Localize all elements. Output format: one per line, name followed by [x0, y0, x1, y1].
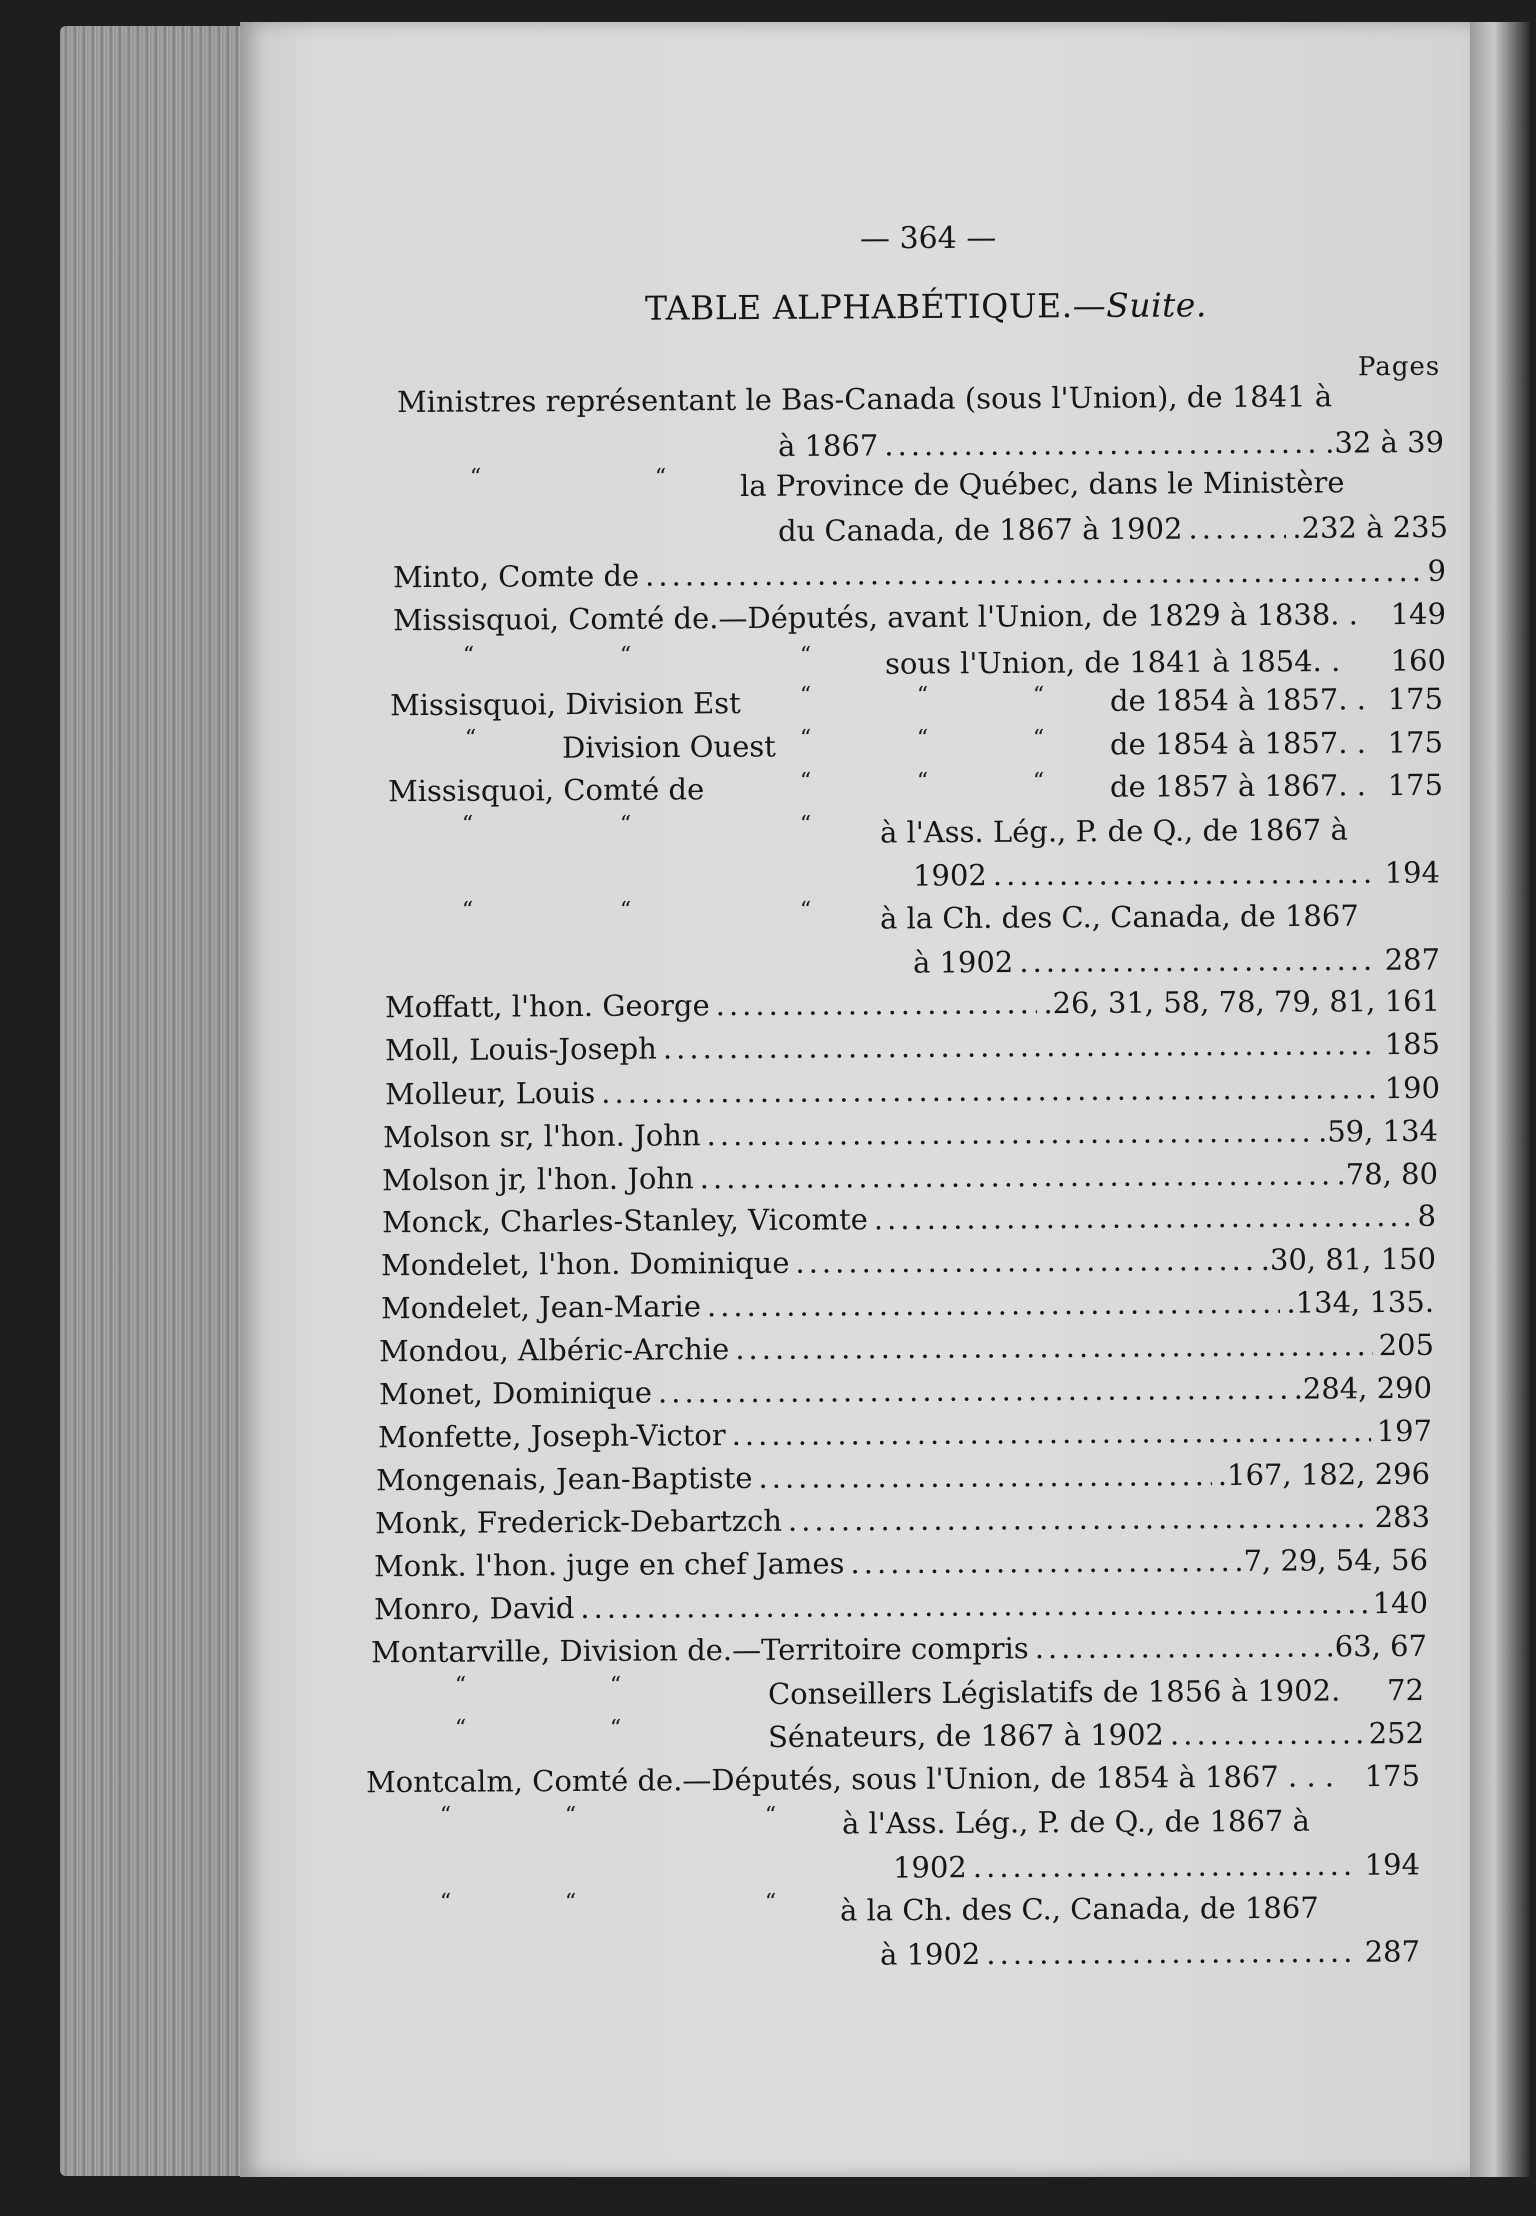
index-entry: [385, 1025, 1440, 1069]
page-reference: 252: [1368, 1715, 1425, 1751]
entry-text: Mondelet, l'hon. Dominique: [380, 1245, 790, 1283]
index-entry: [840, 1888, 1350, 1929]
page-reference: 283: [1374, 1499, 1431, 1535]
ditto-mark: “: [764, 1889, 777, 1916]
ditto-mark: “: [916, 682, 929, 709]
index-entry: [842, 1801, 1352, 1842]
index-entry: [366, 1757, 1420, 1801]
ditto-mark: “: [916, 725, 929, 752]
entry-text: Molleur, Louis: [384, 1075, 596, 1112]
entry-text: à la Ch. des C., Canada, de 1867: [879, 898, 1359, 936]
page-reference: 175: [1387, 725, 1444, 760]
page-edges: [60, 26, 260, 2176]
index-entry: [385, 1069, 1440, 1113]
page-reference: 185: [1384, 1026, 1441, 1062]
page-number: — 364 —: [859, 220, 997, 257]
dot-leader: [986, 1933, 1359, 1973]
dot-leader: [663, 1025, 1379, 1067]
entry-text: Monet, Dominique: [378, 1375, 653, 1412]
entry-text: Monk. l'hon. juge en chef James: [373, 1546, 845, 1584]
dot-leader: [993, 854, 1379, 894]
page-reference: 175: [1364, 1758, 1421, 1794]
dot-leader: [700, 1155, 1331, 1197]
index-entry: [371, 1627, 1427, 1671]
index-entry: [562, 723, 1443, 766]
dot-leader: [884, 424, 1319, 465]
dot-leader: [716, 984, 1038, 1024]
dot-leader: [795, 1241, 1255, 1282]
index-entry: [893, 1845, 1420, 1886]
page-reference: 9: [1427, 553, 1447, 588]
index-entry: [390, 680, 1443, 724]
index-entry: [913, 940, 1440, 981]
page-reference: 175: [1387, 767, 1444, 803]
entry-text: à 1902: [879, 1937, 981, 1972]
dot-leader: [580, 1584, 1366, 1627]
index-entry: [382, 1155, 1438, 1199]
index-entry: [378, 1412, 1432, 1456]
index-entry: [374, 1541, 1428, 1585]
entry-text: Molson jr, l'hon. John: [381, 1161, 694, 1198]
dot-leader: [658, 1370, 1288, 1412]
index-entry: [393, 595, 1446, 639]
index-entry: [768, 1714, 1424, 1756]
page-reference: 160: [1390, 643, 1447, 678]
index-entry: [382, 1197, 1436, 1241]
page-reference: .7, 29, 54, 56: [1234, 1542, 1429, 1578]
dot-leader: [758, 1456, 1212, 1497]
ditto-mark: “: [916, 768, 929, 795]
dot-leader: [735, 1326, 1373, 1368]
next-page-edge: [1470, 22, 1530, 2177]
page-reference: .32 à 39: [1325, 424, 1445, 460]
page-reference: .284, 290: [1293, 1370, 1433, 1406]
page-reference: 287: [1384, 942, 1441, 977]
entry-text: Missisquoi, Comté de.—Députés, avant l'Union, de 1829 à 1838. .: [392, 597, 1358, 638]
entry-text: à 1867: [777, 428, 879, 464]
entry-text: Molson sr, l'hon. John: [382, 1118, 701, 1155]
ditto-mark: “: [469, 464, 482, 491]
ditto-mark: “: [619, 811, 632, 838]
index-entry: [768, 1671, 1424, 1713]
entry-text: Mongenais, Jean-Baptiste: [375, 1460, 753, 1498]
page-reference: .59, 134: [1317, 1113, 1439, 1149]
dot-leader: [850, 1542, 1228, 1582]
dot-leader: [973, 1846, 1359, 1886]
ditto-mark: “: [764, 1802, 777, 1829]
ditto-mark: “: [609, 1672, 622, 1699]
index-entry: [388, 766, 1443, 810]
entry-text: Minto, Comte de: [392, 558, 640, 595]
ditto-mark: “: [454, 1715, 467, 1742]
index-entry: [376, 1455, 1430, 1499]
dot-leader: [788, 1498, 1369, 1540]
entry-text: 1902: [892, 1850, 967, 1885]
index-entry: [374, 1584, 1428, 1628]
index-entry: [740, 463, 1382, 505]
dot-leader: [874, 1197, 1412, 1238]
index-entry: [381, 1240, 1436, 1284]
index-entry: [778, 508, 1448, 550]
entry-text: Moll, Louis-Joseph: [384, 1031, 657, 1068]
ditto-mark: “: [454, 1672, 467, 1699]
entry-text: à l'Ass. Lég., P. de Q., de 1867 à: [841, 1803, 1310, 1841]
ditto-mark: “: [619, 642, 632, 669]
entry-text: Mondelet, Jean-Marie: [380, 1289, 702, 1326]
page-reference: .167, 182, 296: [1217, 1456, 1431, 1493]
ditto-mark: “: [564, 1802, 577, 1829]
index-entry: [375, 1498, 1430, 1542]
entry-text: à 1902: [912, 944, 1014, 980]
heading-suffix: —Suite.: [1072, 285, 1207, 326]
page-reference: 140: [1372, 1585, 1429, 1621]
entry-text: Moffatt, l'hon. George: [384, 988, 710, 1025]
page-reference: 205: [1378, 1327, 1435, 1363]
entry-text: Montcalm, Comté de.—Députés, sous l'Union, de 1854 à 1867 . . .: [365, 1759, 1335, 1800]
page-reference: .232 à 235: [1292, 509, 1449, 545]
dot-leader: [645, 552, 1422, 595]
dot-leader: [732, 1412, 1371, 1454]
ditto-mark: “: [464, 725, 477, 752]
entry-text: Missisquoi, Division Est: [389, 686, 741, 723]
page-heading: [645, 286, 1207, 327]
ditto-mark: “: [439, 1889, 452, 1916]
dot-leader: [706, 1113, 1312, 1155]
dot-leader: [1188, 509, 1286, 548]
page-reference: 197: [1376, 1413, 1433, 1449]
index-entry: [381, 1283, 1434, 1327]
ditto-mark: “: [799, 811, 812, 838]
entry-period: de 1857 à 1867. .: [1109, 768, 1367, 804]
page-reference: 72: [1386, 1672, 1425, 1708]
entry-text: Conseillers Législatifs de 1856 à 1902.: [767, 1673, 1341, 1712]
page-reference: .134, 135.: [1286, 1284, 1435, 1320]
page-reference: .63, 67: [1325, 1628, 1428, 1664]
ditto-mark: “: [1032, 682, 1045, 709]
dot-leader: [707, 1284, 1281, 1326]
pages-column-label: Pages: [1357, 351, 1441, 383]
index-entry: [778, 423, 1444, 465]
page-reference: 8: [1417, 1198, 1437, 1233]
index-entry: [385, 982, 1440, 1026]
page-reference: .30, 81, 150: [1260, 1241, 1437, 1277]
entry-text: Monk, Frederick-Debartzch: [374, 1503, 783, 1541]
ditto-mark: “: [619, 897, 632, 924]
entry-text: Mondou, Albéric-Archie: [378, 1332, 730, 1369]
dot-leader: [601, 1069, 1379, 1112]
ditto-mark: “: [1032, 725, 1045, 752]
entry-text: 1902: [912, 858, 987, 893]
ditto-mark: “: [799, 897, 812, 924]
index-entry: [880, 896, 1375, 937]
entry-text: Montarville, Division de.—Territoire compris: [370, 1631, 1029, 1670]
ditto-mark: “: [799, 682, 812, 709]
entry-text: Ministres représentant le Bas-Canada (sous l'Union), de 1841 à: [396, 379, 1333, 420]
entry-text: Sénateurs, de 1867 à 1902: [767, 1717, 1165, 1755]
page-reference: 287: [1364, 1934, 1421, 1969]
index-entry: [880, 1932, 1420, 1973]
entry-text: à la Ch. des C., Canada, de 1867: [839, 1890, 1319, 1928]
index-entry: [885, 641, 1446, 682]
entry-text: Missisquoi, Comté de: [387, 772, 705, 809]
page-reference: 194: [1384, 855, 1441, 890]
page-reference: 149: [1390, 596, 1447, 632]
ditto-mark: “: [564, 1889, 577, 1916]
ditto-mark: “: [461, 897, 474, 924]
entry-period: de 1854 à 1857. .: [1109, 682, 1367, 718]
ditto-mark: “: [462, 642, 475, 669]
page-reference: 190: [1384, 1070, 1441, 1106]
index-entry: [880, 810, 1382, 851]
entry-text: Monck, Charles-Stanley, Vicomte: [381, 1202, 868, 1240]
ditto-mark: “: [799, 725, 812, 752]
ditto-mark: “: [609, 1715, 622, 1742]
ditto-mark: “: [799, 768, 812, 795]
entry-text: Division Ouest: [561, 729, 776, 765]
page-reference: 175: [1387, 681, 1444, 717]
index-entry: [913, 853, 1440, 894]
entry-text: Monro, David: [373, 1590, 575, 1627]
entry-period: de 1854 à 1857. .: [1109, 725, 1367, 762]
entry-text: à l'Ass. Lég., P. de Q., de 1867 à: [879, 812, 1348, 850]
entry-text: du Canada, de 1867 à 1902: [777, 511, 1183, 549]
ditto-mark: “: [654, 464, 667, 491]
ditto-mark: “: [461, 811, 474, 838]
heading-title: TABLE ALPHABÉTIQUE.: [644, 286, 1073, 328]
index-entry: [393, 552, 1446, 596]
index-entry: [397, 377, 1382, 421]
page-reference: .26, 31, 58, 78, 79, 81, 161: [1043, 983, 1441, 1021]
index-entry: [379, 1369, 1432, 1413]
index-entry: [379, 1326, 1434, 1370]
entry-text: Monfette, Joseph-Victor: [377, 1418, 726, 1455]
index-entry: [383, 1112, 1438, 1156]
entry-text: la Province de Québec, dans le Ministère: [739, 465, 1345, 503]
page-reference: 194: [1364, 1847, 1421, 1882]
page-reference: .78, 80: [1336, 1156, 1439, 1192]
ditto-mark: “: [439, 1802, 452, 1829]
ditto-mark: “: [799, 642, 812, 669]
dot-leader: [1019, 941, 1379, 981]
dot-leader: [1170, 1714, 1363, 1753]
dot-leader: [1035, 1627, 1320, 1667]
ditto-mark: “: [1032, 768, 1045, 795]
entry-text: sous l'Union, de 1841 à 1854. .: [884, 643, 1341, 681]
